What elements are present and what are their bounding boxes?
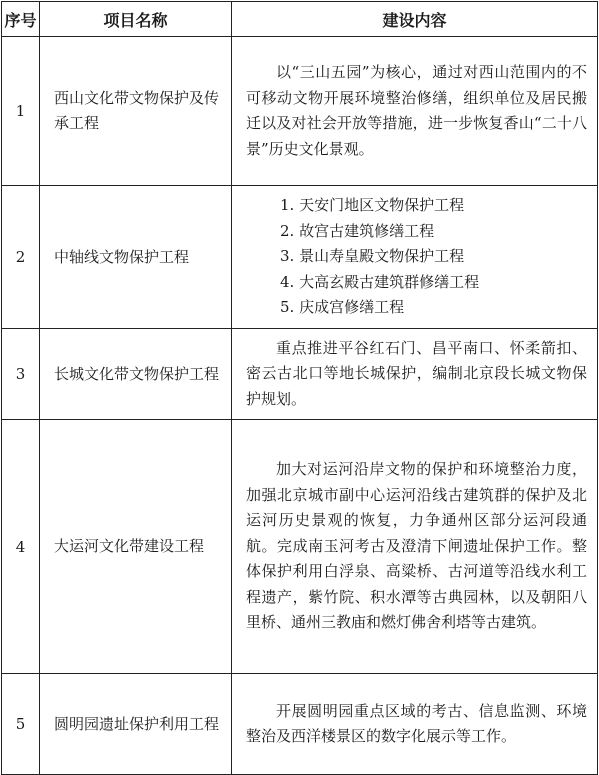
- table-row: [2, 329, 598, 420]
- table-row: [2, 674, 598, 775]
- project-name: 西山文化带文物保护及传承工程: [40, 37, 232, 186]
- list-item: 2. 故宫古建筑修缮工程: [280, 221, 435, 240]
- list-item: 3. 景山寿皇殿文物保护工程: [280, 247, 465, 266]
- content-text: 以“三山五园”为核心，通过对西山范围内的不可移动文物开展环境整治修缮，组织单位及居民搬迁以及对社会开放等措施，进一步恢复香山“二十八景”历史文化景观。: [246, 63, 587, 158]
- header-name: 项目名称: [40, 2, 232, 37]
- header-row: [2, 2, 598, 37]
- project-name: 中轴线文物保护工程: [40, 186, 232, 329]
- table-row: [2, 186, 598, 329]
- row-number: 4: [2, 420, 40, 674]
- project-name: 圆明园遗址保护利用工程: [40, 674, 232, 775]
- content-text: 加大对运河沿岸文物的保护和环境整治力度，加强北京城市副中心运河沿线古建筑群的保护及北运河历史景观的恢复，力争通州区部分运河段通航。完成南玉河考古及澄清下闸遗址保护工作。整体保护利用白浮泉、高粱桥、古河道等沿线水利工程遗产，紫竹院、积水潭等古典园林，以及朝阳八里桥、通州三教庙和燃灯佛舍利塔等古建筑。: [246, 460, 587, 632]
- sub-project-list: [246, 193, 587, 321]
- project-name: 长城文化带文物保护工程: [40, 329, 232, 420]
- header-no: 序号: [2, 2, 40, 37]
- row-number: 3: [2, 329, 40, 420]
- list-item: 5. 庆成宫修缮工程: [280, 298, 405, 317]
- project-content: [232, 329, 598, 420]
- content-text: 重点推进平谷红石门、昌平南口、怀柔箭扣、密云古北口等地长城保护，编制北京段长城文物保护规划。: [246, 338, 587, 408]
- list-item: 4. 大高玄殿古建筑群修缮工程: [280, 272, 480, 291]
- table-row: [2, 420, 598, 674]
- row-number: 5: [2, 674, 40, 775]
- project-table: [1, 1, 598, 775]
- row-number: 1: [2, 37, 40, 186]
- table-row: [2, 37, 598, 186]
- project-content: [232, 674, 598, 775]
- project-name: 大运河文化带建设工程: [40, 420, 232, 674]
- list-item: 1. 天安门地区文物保护工程: [280, 196, 465, 215]
- content-text: 开展圆明园重点区域的考古、信息监测、环境整治及西洋楼景区的数字化展示等工作。: [246, 701, 587, 745]
- project-content: [232, 420, 598, 674]
- project-content: [232, 186, 598, 329]
- header-content: 建设内容: [232, 2, 598, 37]
- row-number: 2: [2, 186, 40, 329]
- project-content: [232, 37, 598, 186]
